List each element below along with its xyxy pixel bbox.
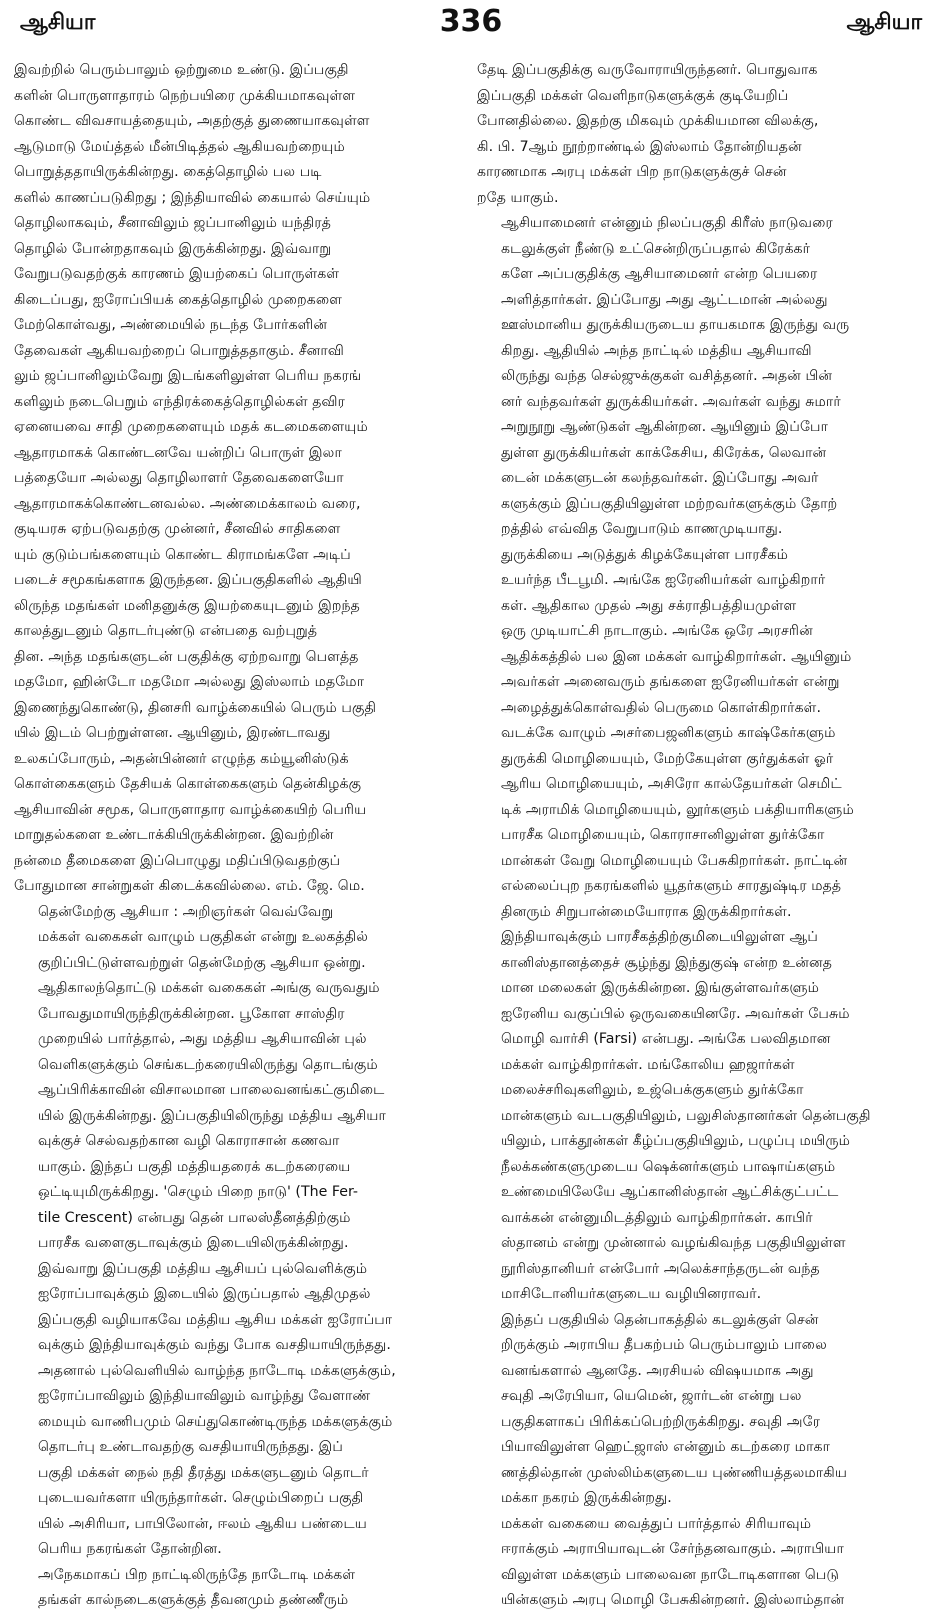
text-line: கொள்கைகளும் தேசியக் கொள்கைகளும் தென்கிழக்கு: [14, 776, 362, 792]
text-line: வெளிகளுக்கும் செங்கடற்கரையிலிருந்து தொடங்கும்: [38, 1056, 378, 1073]
running-head-left: ஆசியா: [20, 10, 96, 35]
text-line: டிக் அராமிக் மொழியையும், லூர்களும் பக்தியாரிகளும்: [501, 801, 854, 818]
text-line: ஈராக்கும் அராபியாவுடன் சேர்ந்தனவாகும். அராபியா: [501, 1541, 844, 1557]
text-line: பொறுத்ததாயிருக்கின்றது. கைத்தொழில் பல படி: [14, 164, 322, 180]
text-line: தேடி இப்பகுதிக்கு வருவோராயிருந்தனர். பொதுவாக: [477, 62, 818, 78]
text-line: களே அப்பகுதிக்கு ஆசியாமைனர் என்ற பெயரை: [501, 266, 818, 282]
text-line: ணத்தில்தான் முஸ்லிம்களுடைய புண்ணியத்தலமாகிய: [501, 1464, 848, 1481]
text-line: வாக்கன் என்னுமிடத்திலும் வாழ்கிறார்கள். காபிர்: [501, 1209, 813, 1226]
text-line: அதனால் புல்வெளியில் வாழ்ந்த நாடோடி மக்களுக்கும்,: [38, 1362, 396, 1379]
paragraph: [477, 58, 926, 211]
text-line: கானிஸ்தானத்தைச் சூழ்ந்து இந்துகுஷ் என்ற உன்னத: [501, 954, 833, 971]
text-line: இவற்றில் பெரும்பாலும் ஒற்றுமை உண்டு. இப்பகுதி: [14, 62, 349, 78]
text-line: மதமோ, ஹின்டோ மதமோ அல்லது இஸ்லாம் மதமோ: [14, 674, 365, 690]
text-line: மொழி வார்சி (Farsi) என்பது. அங்கே பலவிதமான: [501, 1031, 831, 1047]
text-line: பியாவிலுள்ள ஹெட்ஜாஸ் என்னும் கடற்கரை மாகா: [501, 1439, 831, 1455]
text-line: மக்கள் வகைகள் வாழும் பகுதிகள் என்று உலகத்தில்: [38, 929, 369, 945]
text-line: தென்மேற்கு ஆசியா : அறிஞர்கள் வெவ்வேறு: [38, 903, 334, 920]
text-line: புடையவர்களா யிருந்தார்கள். செழும்பிறைப் பகுதி: [38, 1490, 364, 1506]
text-line: துள்ள துருக்கியர்கள் காக்கேசிய, கிரேக்க, லெவான்: [501, 444, 827, 461]
right-column: [477, 58, 926, 1608]
text-line: அழைத்துக்கொள்வதில் பெருமை கொள்கிறார்கள்.: [501, 699, 821, 716]
text-line: இந்தியாவுக்கும் பாரசீகத்திற்குமிடையிலுள்ள ஆப்: [501, 929, 818, 945]
text-line: ஆதாரமாகக் கொண்டனவே யன்றிப் பொருள் இலா: [14, 444, 342, 461]
text-line: உயர்ந்த பீடபூமி. அங்கே ஐரேனியர்கள் வாழ்கிறார்: [501, 572, 826, 588]
text-line: அவர்கள் அனைவரும் தங்களை ஐரேனியர்கள் என்று: [501, 674, 840, 690]
text-line: கிடைப்பது, ஐரோப்பியக் கைத்தொழில் முறைகளை: [14, 291, 343, 308]
text-line: இணைந்துகொண்டு, தினசரி வாழ்க்கையில் பெரும் பகுதி: [14, 699, 377, 716]
text-line: மாசிடோனியர்களுடைய வழியினராவர்.: [501, 1286, 762, 1302]
text-line: பாரசீக மொழியையும், கொராசானிலுள்ள துர்க்கோ: [501, 827, 825, 843]
text-line: ஆசியாவின் சமூக, பொருளாதார வாழ்க்கையிற் பெரிய: [14, 801, 367, 818]
text-line: மக்கா நகரம் இருக்கின்றது.: [501, 1490, 672, 1506]
page-number: 336: [439, 4, 503, 39]
text-line: இவ்வாறு இப்பகுதி மத்திய ஆசியப் புல்வெளிக்கும்: [38, 1260, 368, 1277]
paragraph: [14, 1563, 463, 1614]
text-line: ஒரு முடியாட்சி நாடாகும். அங்கே ஒரே அரசரின்: [501, 623, 813, 639]
text-line: முறையில் பார்த்தால், அது மத்திய ஆசியாவின் புல்: [38, 1031, 367, 1047]
text-line: தினரும் சிறுபான்மையோராக இருக்கிறார்கள்.: [501, 903, 792, 920]
text-line: ஏனையவை சாதி முறைகளையும் மதக் கடமைகளையும்: [14, 419, 368, 435]
text-line: பெரிய நகரங்கள் தோன்றின.: [38, 1541, 222, 1557]
text-line: நீலக்கண்களுமுடைய ஷெக்னர்களும் பாஷாய்களும்: [501, 1158, 836, 1175]
text-line: உலகப்போரும், அதன்பின்னர் எழுந்த கம்யூனிஸ்டுக்: [14, 750, 349, 767]
text-line: வேறுபடுவதற்குக் காரணம் இயற்கைப் பொருள்கள்: [14, 266, 340, 282]
text-line: இந்தப் பகுதியில் தென்பாகத்தில் கடலுக்குள் சென்: [501, 1311, 819, 1328]
text-line: மலைச்சரிவுகளிலும், உஜ்பெக்குகளும் துர்க்கோ: [501, 1082, 804, 1098]
text-line: பகுதிகளாகப் பிரிக்கப்பெற்றிருக்கிறது. சவுதி அரே: [501, 1413, 821, 1430]
text-line: சவுதி அரேபியா, யெமென், ஜார்டன் என்று பல: [501, 1388, 802, 1404]
text-line: மான்கள் வேறு மொழியையும் பேசுகிறார்கள். நாட்டின்: [501, 852, 848, 869]
text-line: போவதுமாயிருந்திருக்கின்றன. பூகோள சாஸ்திர: [38, 1005, 345, 1022]
text-line: ஐரோப்பாவிலும் இந்தியாவிலும் வாழ்ந்து வேளாண்: [38, 1388, 371, 1404]
text-line: குடியரசு ஏற்படுவதற்கு முன்னர், சீனவில் சாதிகளை: [14, 521, 341, 537]
text-line: தேவைகள் ஆகியவற்றைப் பொறுத்ததாகும். சீனாவி: [14, 342, 344, 359]
text-line: தின. அந்த மதங்களுடன் பகுதிக்கு ஏற்றவாறு பௌத்த: [14, 648, 359, 665]
text-line: மக்கள் வகையை வைத்துப் பார்த்தால் சிரியாவும்: [501, 1515, 812, 1532]
text-line: அறுநூறு ஆண்டுகள் ஆகின்றன. ஆயினும் இப்போ: [501, 419, 828, 435]
text-line: படைச் சமூகங்களாக இருந்தன. இப்பகுதிகளில் ஆதியி: [14, 572, 362, 588]
text-line: tile Crescent) என்பது தென் பாலஸ்தீனத்திற்கும்: [38, 1209, 351, 1226]
text-line: றிருக்கும் அராபிய தீபகற்பம் பெரும்பாலும் பாலை: [501, 1337, 827, 1353]
text-line: நூரிஸ்தானியர் என்போர் அலெக்சாந்தருடன் வந்த: [501, 1260, 820, 1277]
text-line: மான மலைகள் இருக்கின்றன. இங்குள்ளவர்களும்: [501, 980, 820, 996]
text-line: றதே யாகும்.: [477, 189, 559, 206]
text-line: டைன் மக்களுடன் கலந்தவர்கள். இப்போது அவர்: [501, 470, 819, 486]
text-line: யில் அசிரியா, பாபிலோன், ஈலம் ஆகிய பண்டைய: [38, 1515, 367, 1532]
paragraph: [14, 1257, 463, 1563]
paragraph: [14, 58, 463, 900]
text-line: லும் ஜப்பானிலும்வேறு இடங்களிலுள்ள பெரிய நகரங்: [14, 368, 362, 384]
text-line: களின் பொருளாதாரம் நெற்பயிரை முக்கியமாகவுள்ள: [14, 87, 356, 104]
text-line: யாகும். இந்தப் பகுதி மத்தியதரைக் கடற்கரையை: [38, 1158, 351, 1175]
text-line: னர் வந்தவர்கள் துருக்கியர்கள். அவர்கள் வந்து சுமார்: [501, 393, 841, 410]
paragraph: [477, 543, 926, 926]
text-line: வுக்குச் செல்வதற்கான வழி கொராசான் கணவா: [38, 1133, 340, 1149]
text-line: வடக்கே வாழும் அசர்பைஜனிகளும் காஷ்கேர்களும்: [501, 725, 836, 741]
text-line: ஆதாரமாகக்கொண்டனவல்ல. அண்மைக்காலம் வரை,: [14, 495, 361, 512]
text-line: கள். ஆதிகால முதல் அது சக்ராதிபத்தியமுள்ள: [501, 597, 797, 614]
text-line: ஆதிகாலந்தொட்டு மக்கள் வகைகள் அங்கு வருவதும்: [38, 980, 380, 996]
running-head-right: ஆசியா: [846, 10, 922, 35]
text-line: ஆசியாமைனர் என்னும் நிலப்பகுதி கிரீஸ் நாடுவரை: [501, 215, 833, 231]
text-line: இப்பகுதி மக்கள் வெளிநாடுகளுக்குக் குடியேறிப்: [477, 87, 789, 104]
text-line: போதுமான சான்றுகள் கிடைக்கவில்லை. எம். ஜே. மெ.: [14, 878, 365, 894]
text-line: மக்கள் வாழ்கிறார்கள். மங்கோலிய ஹஜார்கள்: [501, 1056, 795, 1073]
page-header: [20, 4, 922, 54]
text-line: மையும் வாணிபமும் செய்துகொண்டிருந்த மக்களுக்கும்: [38, 1413, 393, 1430]
text-line: பகுதி மக்கள் நைல் நதி தீரத்து மக்களுடனும் தொடர்: [38, 1464, 369, 1481]
text-line: ஐரேனிய வகுப்பில் ஒருவகையினரே. அவர்கள் பேசும்: [501, 1005, 850, 1022]
text-line: ஆடுமாடு மேய்த்தல் மீன்பிடித்தல் ஆகியவற்றையும்: [14, 138, 345, 155]
text-line: ஐரோப்பாவுக்கும் இடையில் இருப்பதால் ஆதிமுதல்: [38, 1286, 371, 1302]
text-line: பாரசீக வளைகுடாவுக்கும் இடையிலிருக்கின்றது.: [38, 1235, 349, 1251]
text-line: பத்தையோ அல்லது தொழிலாளர் தேவைகளையோ: [14, 470, 344, 486]
text-line: கொண்ட விவசாயத்தையும், அதற்குத் துணையாகவுள்ள: [14, 113, 370, 129]
text-line: யும் குடும்பங்களையும் கொண்ட கிராமங்களே அடிப்: [14, 546, 351, 563]
text-line: கி. பி. 7ஆம் நூற்றாண்டில் இஸ்லாம் தோன்றியதன்: [477, 138, 802, 155]
text-line: கிறது. ஆதியில் அந்த நாட்டில் மத்திய ஆசியாவி: [501, 342, 812, 359]
text-line: யில் இடம் பெற்றுள்ளன. ஆயினும், இரண்டாவது: [14, 725, 331, 741]
text-line: கடலுக்குள் நீண்டு உட்சென்றிருப்பதால் கிரேக்கர்: [501, 240, 811, 257]
text-line: அநேகமாகப் பிற நாட்டிலிருந்தே நாடோடி மக்கள்: [38, 1566, 356, 1583]
text-line: போனதில்லை. இதற்கு மிகவும் முக்கியமான விலக்கு,: [477, 113, 819, 129]
text-line: ஆதிக்கத்தில் பல இன மக்கள் வாழ்கிறார்கள். ஆயினும்: [501, 648, 852, 665]
text-line: தொடர்பு உண்டாவதற்கு வசதியாயிருந்தது. இப்: [38, 1439, 343, 1455]
text-line: தொழில் போன்றதாகவும் இருக்கின்றது. இவ்வாறு: [14, 240, 332, 257]
text-line: மேற்கொள்வது, அண்மையில் நடந்த போர்களின்: [14, 317, 328, 333]
text-line: விலுள்ள மக்களும் பாலைவன நாடோடிகளான பெடு: [501, 1566, 840, 1583]
text-line: துருக்கியை அடுத்துக் கிழக்கேயுள்ள பாரசீகம்: [501, 546, 788, 563]
text-line: யின்களும் அரபு மொழி பேசுகின்றனர். இஸ்லாம்தான்: [501, 1592, 845, 1608]
text-line: ஊஸ்மானிய துருக்கியருடைய தாயகமாக இருந்து வரு: [501, 317, 850, 333]
text-line: வுக்கும் இந்தியாவுக்கும் வந்து போக வசதியாயிருந்தது.: [38, 1337, 391, 1353]
text-line: காரணமாக அரபு மக்கள் பிற நாடுகளுக்குச் சென்: [477, 164, 787, 180]
left-column: [14, 58, 463, 1608]
text-line: களிலும் நடைபெறும் எந்திரக்கைத்தொழில்கள் தவிர: [14, 393, 345, 410]
paragraph: [477, 211, 926, 543]
text-line: எல்லைப்புற நகரங்களில் யூதர்களும் சாரதுஷ்டிர மதத்: [501, 878, 842, 894]
paragraph: [477, 1308, 926, 1512]
text-line: லிருந்த மதங்கள் மனிதனுக்கு இயற்கையுடனும் இறந்த: [14, 597, 360, 614]
paragraph: [477, 1512, 926, 1614]
paragraph: [14, 900, 463, 1257]
text-line: றத்தில் எவ்வித வேறுபாடும் காணமுடியாது.: [501, 521, 783, 537]
text-line: யிலும், பாக்தூன்கள் கீழ்ப்பகுதியிலும், பழுப்பு மயிரும்: [501, 1133, 851, 1149]
text-line: மான்களும் வடபகுதியிலும், பலுசிஸ்தானர்கள் தென்பகுதி: [501, 1107, 871, 1124]
text-line: களுக்கும் இப்பகுதியிலுள்ள மற்றவர்களுக்கும் தோற்: [501, 495, 838, 512]
text-line: இப்பகுதி வழியாகவே மத்திய ஆசிய மக்கள் ஐரோப்பா: [38, 1311, 393, 1328]
text-line: நன்மை தீமைகளை இப்பொழுது மதிப்பிடுவதற்குப்: [14, 852, 341, 869]
text-line: தங்கள் கால்நடைகளுக்குத் தீவனமும் தண்ணீரும்: [38, 1592, 349, 1608]
text-line: துருக்கி மொழியையும், மேற்கேயுள்ள குர்துக்கள் ஓர்: [501, 750, 834, 767]
text-line: ஒட்டியுமிருக்கிறது. 'செழும் பிறை நாடு' (The Fer-: [38, 1184, 359, 1200]
text-line: ஆப்பிரிக்காவின் விசாலமான பாலைவனங்கட்குமிடை: [38, 1082, 385, 1098]
text-line: உண்மையிலேயே ஆப்கானிஸ்தான் ஆட்சிக்குட்பட்ட: [501, 1184, 839, 1200]
text-line: காலத்துடனும் தொடர்புண்டு என்பதை வற்புறுத்: [14, 623, 318, 639]
text-line: அளித்தார்கள். இப்போது அது ஆட்டமான் அல்லது: [501, 291, 828, 308]
text-line: ஸ்தானம் என்று முன்னால் வழங்கிவந்த பகுதியிலுள்ள: [501, 1235, 846, 1251]
text-line: யில் இருக்கின்றது. இப்பகுதியிலிருந்து மத்திய ஆசியா: [38, 1107, 386, 1124]
text-line: களில் காணப்படுகிறது ; இந்தியாவில் கையால் செய்யும்: [14, 189, 371, 206]
paragraph: [477, 925, 926, 1308]
text-line: மாறுதல்களை உண்டாக்கியிருக்கின்றன. இவற்றின்: [14, 827, 334, 843]
text-line: குறிப்பிட்டுள்ளவற்றுள் தென்மேற்கு ஆசியா ஒன்று.: [38, 954, 366, 971]
text-line: தொழிலாகவும், சீனாவிலும் ஜப்பானிலும் யந்திரத்: [14, 215, 331, 231]
text-line: லிருந்து வந்த செல்ஜுக்குகள் வசித்தனர். அதன் பின்: [501, 368, 833, 384]
text-line: ஆரிய மொழியையும், அசிரோ கால்தேயர்கள் செமிட்: [501, 776, 842, 792]
text-line: வனங்களால் ஆனதே. அரசியல் விஷயமாக அது: [501, 1362, 814, 1379]
